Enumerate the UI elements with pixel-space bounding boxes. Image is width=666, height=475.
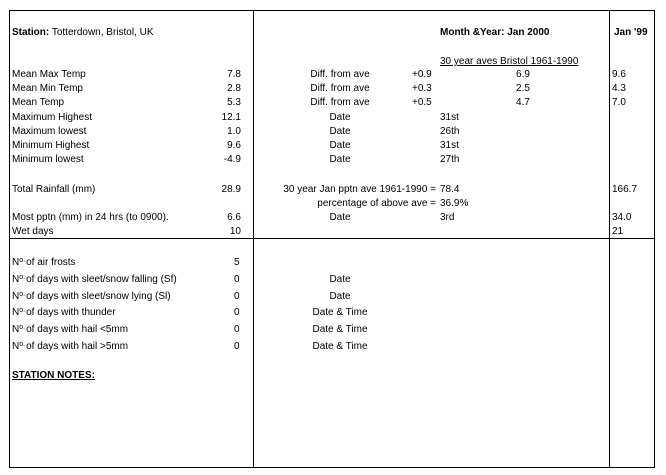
temp-row-diff: 31st — [440, 140, 459, 151]
max-24h-label: Most pptn (mm) in 24 hrs (to 0900). — [12, 212, 169, 223]
number-prefix: N — [12, 324, 20, 335]
station-notes-label: STATION NOTES: — [12, 370, 95, 381]
rainfall-value: 28.9 — [221, 184, 241, 195]
rainfall-label: Total Rainfall (mm) — [12, 184, 96, 195]
temp-row-value: -4.9 — [223, 154, 241, 165]
count-row-text: of days with hail >5mm — [26, 341, 129, 352]
temp-row-value: 7.8 — [227, 69, 241, 80]
temp-row-previous-year: 9.6 — [612, 69, 626, 80]
count-row-label — [12, 274, 177, 286]
temp-row-desc: Date — [329, 112, 351, 123]
count-row-desc: Date & Time — [312, 324, 368, 335]
max-24h-value: 6.6 — [227, 212, 241, 223]
averages-title: 30 year aves Bristol 1961-1990 — [440, 56, 579, 67]
rainfall-percentage-value: 36.9% — [440, 198, 469, 209]
weather-summary-sheet — [9, 10, 655, 468]
temp-row-diff: 27th — [440, 154, 460, 165]
temp-row-value: 5.3 — [227, 97, 241, 108]
number-prefix: N — [12, 274, 20, 285]
station-label: Station: — [12, 27, 50, 38]
max-24h-date-desc: Date — [329, 212, 351, 223]
temp-row-average: 6.9 — [516, 69, 530, 80]
number-prefix: N — [12, 341, 20, 352]
column-divider-values — [253, 11, 254, 467]
count-row-desc: Date & Time — [312, 341, 368, 352]
count-row-label — [12, 324, 128, 336]
temp-row-value: 1.0 — [227, 126, 241, 137]
number-superscript: o. — [19, 274, 26, 281]
number-superscript: o. — [19, 341, 26, 348]
wet-days-previous-year: 21 — [612, 226, 624, 237]
count-row-value: 0 — [234, 324, 240, 335]
count-row-label — [12, 257, 76, 269]
count-row-desc: Date & Time — [312, 307, 368, 318]
number-superscript: o. — [19, 257, 26, 264]
temp-row-label: Minimum lowest — [12, 154, 84, 165]
number-prefix: N — [12, 291, 20, 302]
month-year-value: Jan 2000 — [507, 27, 550, 38]
temp-row-label: Mean Max Temp — [12, 69, 86, 80]
temp-row-average: 4.7 — [516, 97, 530, 108]
number-superscript: o. — [19, 291, 26, 298]
count-row-value: 0 — [234, 307, 240, 318]
temp-row-diff: +0.5 — [412, 97, 432, 108]
count-row-text: of days with hail <5mm — [26, 324, 129, 335]
count-row-value: 0 — [234, 291, 240, 302]
temp-row-label: Minimum Highest — [12, 140, 90, 151]
temp-row-average: 2.5 — [516, 83, 530, 94]
month-year-label: Month &Year: — [440, 27, 505, 38]
temp-row-value: 2.8 — [227, 83, 241, 94]
temp-row-value: 12.1 — [221, 112, 241, 123]
count-row-desc: Date — [329, 274, 351, 285]
temp-row-diff: +0.9 — [412, 69, 432, 80]
count-row-text: of days with thunder — [26, 307, 116, 318]
section-divider — [10, 238, 654, 239]
number-superscript: o. — [19, 324, 26, 331]
temp-row-desc: Diff. from ave — [310, 97, 370, 108]
count-row-value: 5 — [234, 257, 240, 268]
temp-row-label: Maximum Highest — [12, 112, 93, 123]
temp-row-desc: Date — [329, 126, 351, 137]
temp-row-desc: Diff. from ave — [310, 83, 370, 94]
count-row-text: of days with sleet/snow lying (Sl) — [26, 291, 171, 302]
count-row-label — [12, 341, 128, 353]
temp-row-diff: 26th — [440, 126, 460, 137]
station-name: Totterdown, Bristol, UK — [51, 27, 154, 38]
station-header — [12, 27, 154, 39]
temp-row-diff: 31st — [440, 112, 459, 123]
temp-row-previous-year: 7.0 — [612, 97, 626, 108]
previous-year-header: Jan '99 — [614, 27, 648, 38]
number-prefix: N — [12, 257, 20, 268]
number-superscript: o. — [19, 307, 26, 314]
wet-days-value: 10 — [229, 226, 241, 237]
count-row-desc: Date — [329, 291, 351, 302]
count-row-value: 0 — [234, 274, 240, 285]
column-divider-previous-year — [609, 11, 610, 467]
temp-row-value: 9.6 — [227, 140, 241, 151]
count-row-text: of air frosts — [26, 257, 76, 268]
month-year-header — [440, 27, 550, 39]
temp-row-label: Mean Temp — [12, 97, 65, 108]
temp-row-diff: +0.3 — [412, 83, 432, 94]
count-row-label — [12, 291, 171, 303]
temp-row-label: Maximum lowest — [12, 126, 87, 137]
max-24h-date: 3rd — [440, 212, 455, 223]
temp-row-label: Mean Min Temp — [12, 83, 83, 94]
temp-row-desc: Diff. from ave — [310, 69, 370, 80]
wet-days-label: Wet days — [12, 226, 54, 237]
temp-row-desc: Date — [329, 140, 351, 151]
rainfall-previous-year: 166.7 — [612, 184, 638, 195]
temp-row-previous-year: 4.3 — [612, 83, 626, 94]
max-24h-previous-year: 34.0 — [612, 212, 632, 223]
rainfall-average-value: 78.4 — [440, 184, 460, 195]
count-row-text: of days with sleet/snow falling (Sf) — [26, 274, 177, 285]
count-row-value: 0 — [234, 341, 240, 352]
rainfall-percentage-desc: percentage of above ave = — [317, 198, 436, 209]
temp-row-desc: Date — [329, 154, 351, 165]
rainfall-average-desc: 30 year Jan pptn ave 1961-1990 = — [283, 184, 436, 195]
count-row-label — [12, 307, 116, 319]
number-prefix: N — [12, 307, 20, 318]
